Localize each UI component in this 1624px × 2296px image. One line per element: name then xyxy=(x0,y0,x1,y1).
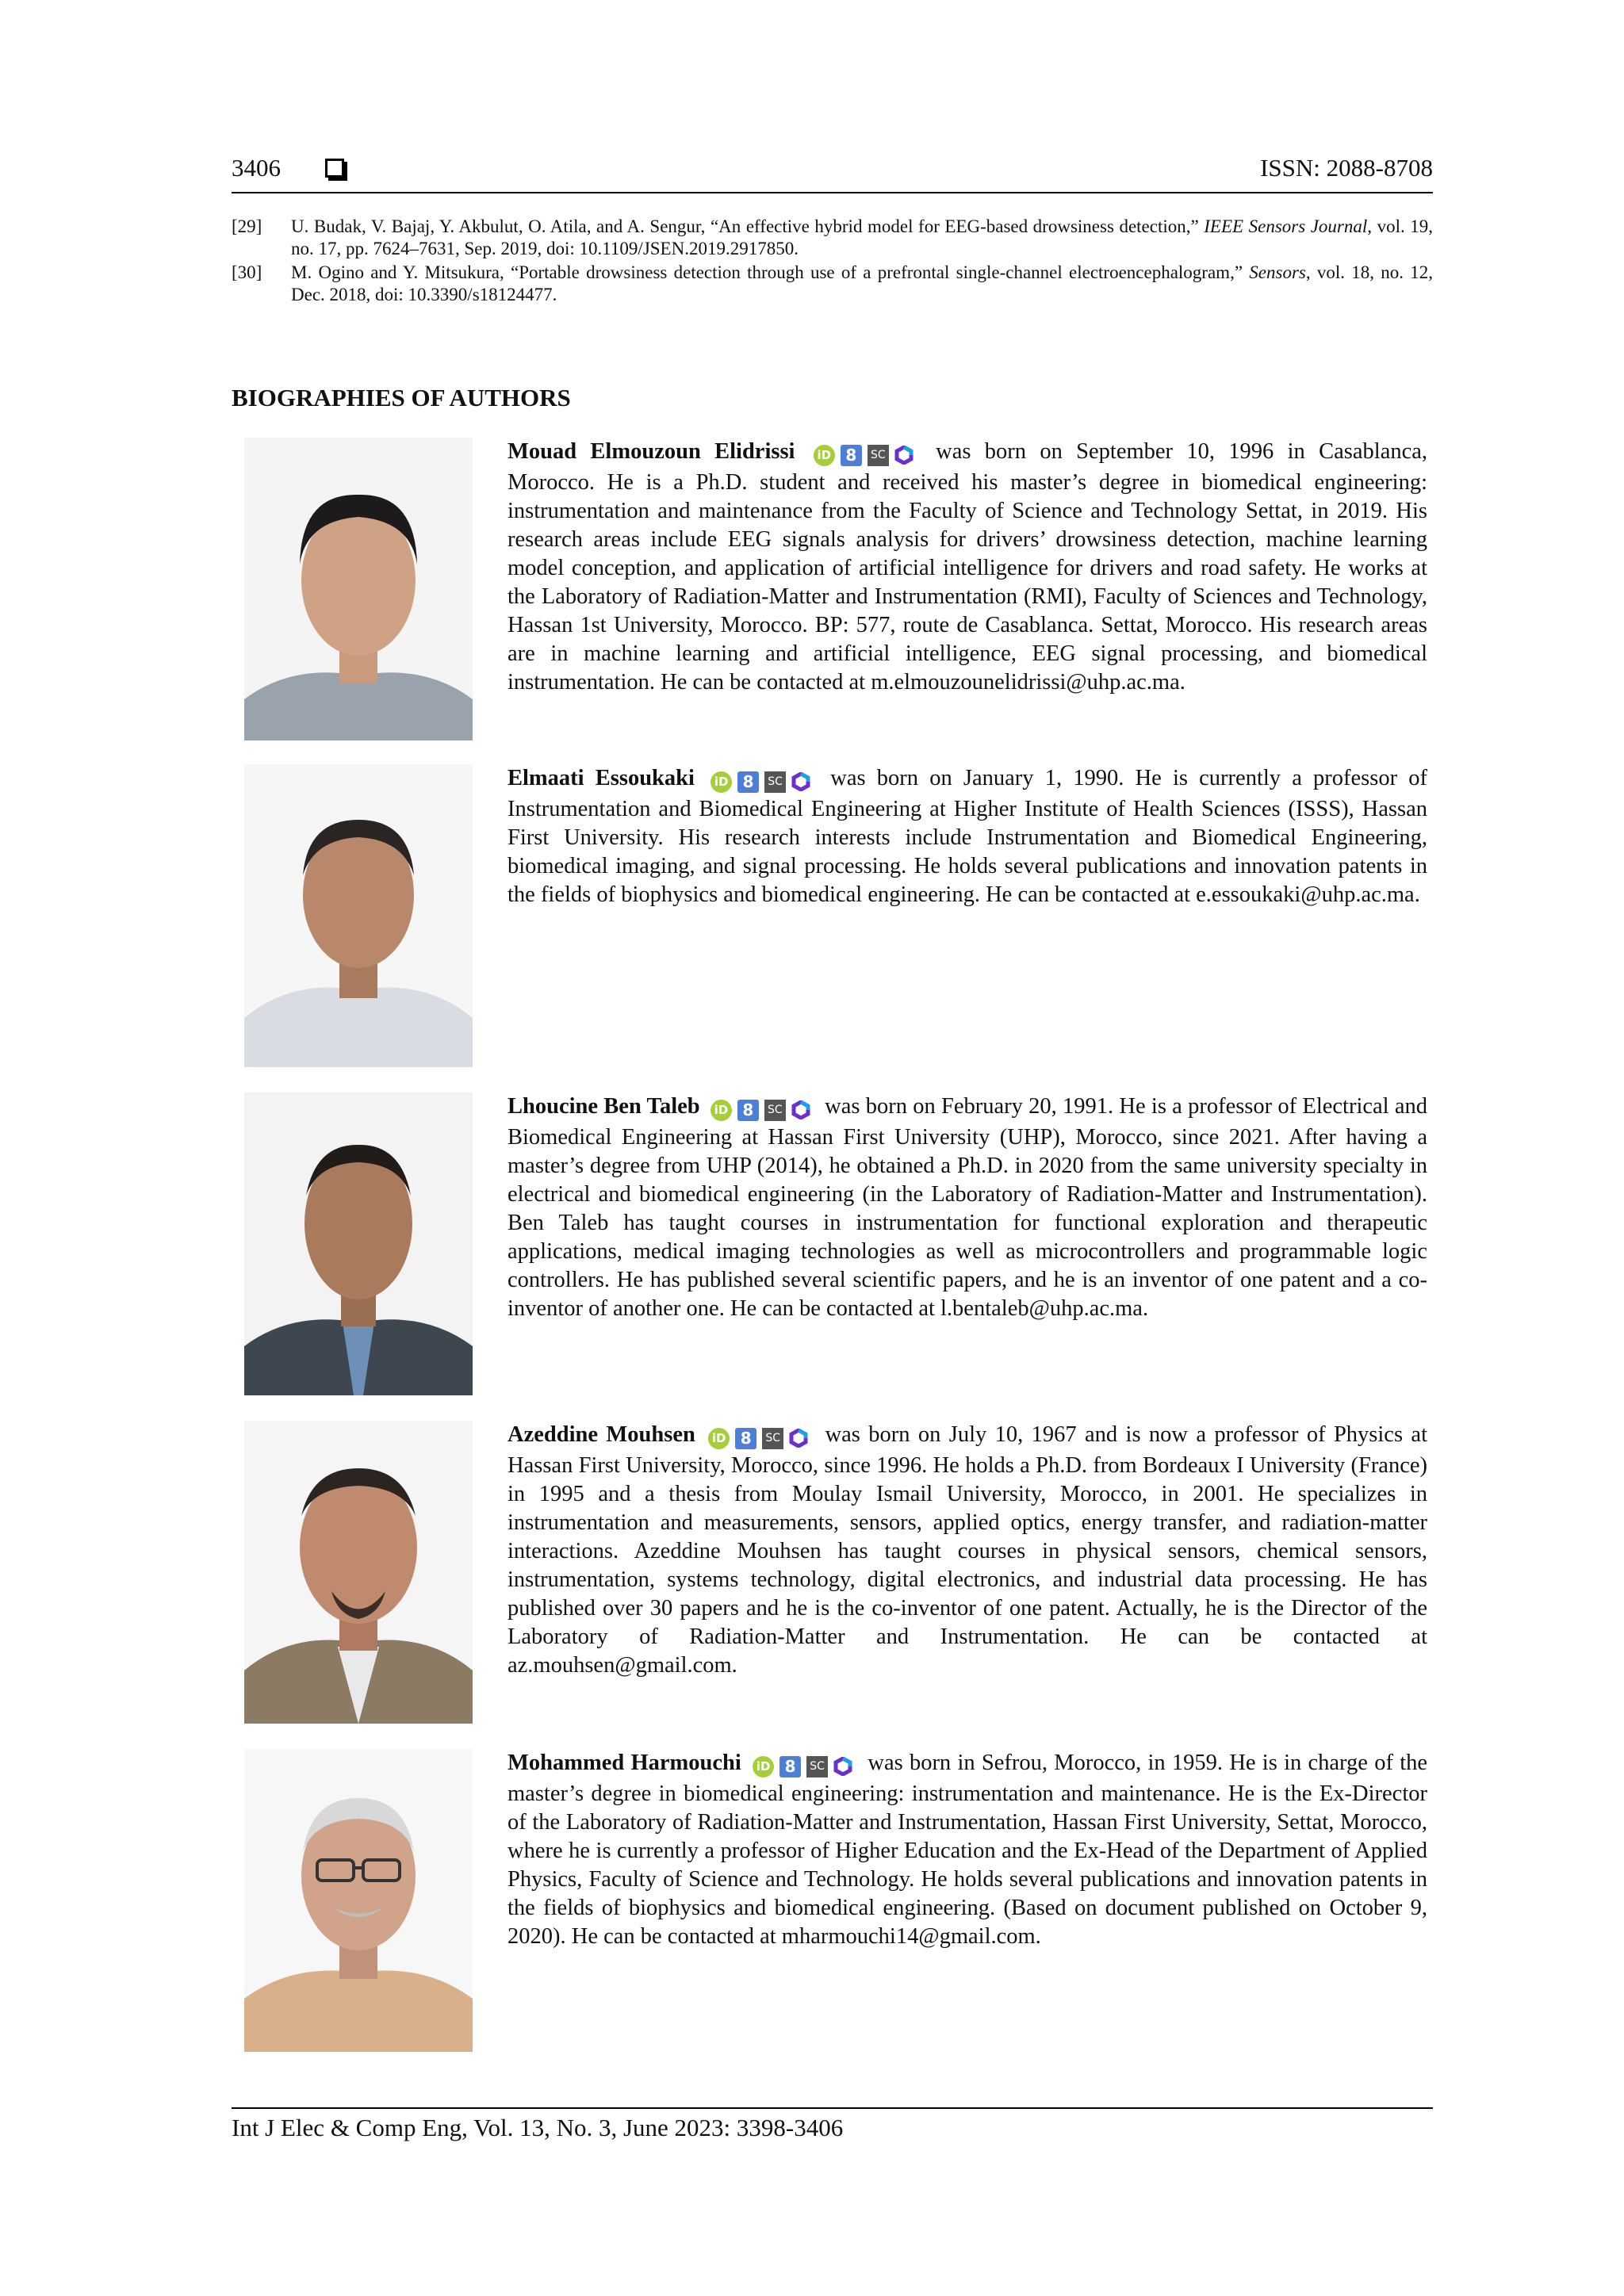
author-name: Mohammed Harmouchi xyxy=(508,1751,741,1775)
author-profile-links xyxy=(753,1751,858,1780)
google-scholar-icon[interactable]: 8 xyxy=(735,1428,756,1449)
reference-text: M. Ogino and Y. Mitsukura, “Portable drowsiness detection through use of a prefrontal single-channel electroencephalogram,” xyxy=(291,262,1250,282)
author-photo xyxy=(244,764,473,1067)
reference-text: U. Budak, V. Bajaj, Y. Akbulut, O. Atila, and A. Sengur, “An effective hybrid model for EEG-based drowsiness detection,” xyxy=(291,216,1205,236)
google-scholar-icon[interactable]: 8 xyxy=(779,1756,801,1777)
author-bio xyxy=(508,764,1427,909)
orcid-icon[interactable]: iD xyxy=(710,1100,732,1121)
square-icon xyxy=(325,159,344,178)
reference-list xyxy=(232,216,1433,308)
orcid-icon[interactable]: iD xyxy=(753,1756,774,1777)
scopus-icon[interactable]: SC xyxy=(764,1100,786,1121)
author-bio-text: was born on January 1, 1990. He is currently a professor of Instrumentation and Biomedical Engineering at Higher Institute of Health Sciences (ISSS), Hassan First University. His research interests include Instrumentation and Biomedical Engineering, biomedical imaging, and signal processing. He holds several publications and innovation patents in the fields of biophysics and biomedical engineering. He can be contacted at e.essoukaki@uhp.ac.ma. xyxy=(508,766,1428,907)
author-bio-text: was born in Sefrou, Morocco, in 1959. He is in charge of the master’s degree in biomedical engineering: instrumentation and maintenance. He is the Ex-Director of the Laboratory of Radiation-Matter and Instrumentation, Hassan First University, Settat, Morocco, where he is currently a professor of Higher Education and the Ex-Head of the Department of Applied Physics, Faculty of Science and Technology. He holds several publications and innovation patents in the fields of biophysics and biomedical engineering. (Based on document published on October 9, 2020). He can be contacted at mharmouchi14@gmail.com. xyxy=(508,1751,1428,1949)
author-photo xyxy=(244,1093,473,1395)
google-scholar-icon[interactable]: 8 xyxy=(737,1100,759,1121)
page-number: 3406 xyxy=(232,154,281,182)
reference-number: [29] xyxy=(232,216,262,236)
scopus-icon[interactable]: SC xyxy=(764,771,786,793)
author-profile-links xyxy=(708,1423,814,1452)
author-bio xyxy=(508,438,1427,697)
reference-item xyxy=(232,216,1433,260)
footer-citation: Int J Elec & Comp Eng, Vol. 13, No. 3, June 2023: 3398-3406 xyxy=(232,2114,844,2141)
author-bio-text: was born on September 10, 1996 in Casablanca, Morocco. He is a Ph.D. student and received his master’s degree in biomedical engineering: instrumentation and maintenance from the Faculty of Science and Technology Settat, in 2019. His research areas include EEG signals analysis for drivers’ drowsiness detection, machine learning model conception, and application of artificial intelligence for drivers and road safety. He works at the Laboratory of Radiation-Matter and Instrumentation (RMI), Faculty of Sciences and Technology, Hassan 1st University, Morocco. BP: 577, route de Casablanca. Settat, Morocco. His research areas are in machine learning and artificial intelligence, EEG signal processing, and biomedical instrumentation. He can be contacted at m.elmouzounelidrissi@uhp.ac.ma. xyxy=(508,439,1428,695)
author-photo xyxy=(244,438,473,740)
author-name: Lhoucine Ben Taleb xyxy=(508,1094,700,1119)
reference-item xyxy=(232,262,1433,306)
author-name: Azeddine Mouhsen xyxy=(508,1422,695,1447)
author-bio xyxy=(508,1093,1427,1323)
reference-journal: Sensors xyxy=(1249,262,1306,282)
reference-number: [30] xyxy=(232,262,262,282)
author-name: Mouad Elmouzoun Elidrissi xyxy=(508,439,795,464)
reference-text-tail: , vol. 19, no. 17, pp. 7624–7631, Sep. 2019, doi: 10.1109/JSEN.2019.2917850. xyxy=(291,216,1433,258)
orcid-icon[interactable]: iD xyxy=(710,771,732,793)
author-bio-text: was born on July 10, 1967 and is now a professor of Physics at Hassan First University, Morocco, since 1996. He holds a Ph.D. from Bordeaux I University (France) in 1995 and a thesis from Moulay Ismail University, Morocco, in 2001. He specializes in instrumentation and measurements, sensors, applied optics, energy transfer, and radiation-matter interactions. Azeddine Mouhsen has taught courses in physical sensors, chemical sensors, instrumentation, systems technology, digital electronics, and industrial data processing. He has published over 30 papers and he is the co-inventor of one patent. Actually, he is the Director of the Laboratory of Radiation-Matter and Instrumentation. He can be contacted at az.mouhsen@gmail.com. xyxy=(508,1422,1427,1678)
scopus-icon[interactable]: SC xyxy=(806,1756,828,1777)
google-scholar-icon[interactable]: 8 xyxy=(841,445,862,466)
running-header xyxy=(232,151,1433,193)
google-scholar-icon[interactable]: 8 xyxy=(737,771,759,793)
author-photo xyxy=(244,1421,473,1724)
web-of-science-icon[interactable] xyxy=(789,1429,808,1448)
web-of-science-icon[interactable] xyxy=(791,1100,810,1119)
author-bio xyxy=(508,1421,1427,1680)
orcid-icon[interactable]: iD xyxy=(814,445,835,466)
reference-journal: IEEE Sensors Journal xyxy=(1204,216,1368,236)
scopus-icon[interactable]: SC xyxy=(762,1428,783,1449)
issn: ISSN: 2088-8708 xyxy=(1260,154,1433,182)
author-profile-links xyxy=(814,440,919,469)
running-footer xyxy=(232,2107,1433,2142)
web-of-science-icon[interactable] xyxy=(894,446,914,465)
reference-text-tail: , vol. 18, no. 12, Dec. 2018, doi: 10.3390/s18124477. xyxy=(291,262,1433,304)
scopus-icon[interactable]: SC xyxy=(868,445,889,466)
author-profile-links xyxy=(710,1095,816,1123)
web-of-science-icon[interactable] xyxy=(833,1757,852,1776)
author-bio-text: was born on February 20, 1991. He is a professor of Electrical and Biomedical Engineering at Hassan First University (UHP), Morocco, since 2021. After having a master’s degree from UHP (2014), he obtained a Ph.D. in 2020 from the same university specialty in electrical and biomedical engineering (in the Laboratory of Radiation-Matter and Instrumentation). Ben Taleb has taught courses in instrumentation for functional exploration and therapeutic applications, medical imaging technologies as well as microcontrollers and programmable logic controllers. He has published several scientific papers, and he is an inventor of one patent and a co-inventor of another one. He can be contacted at l.bentaleb@uhp.ac.ma. xyxy=(508,1094,1427,1321)
web-of-science-icon[interactable] xyxy=(791,772,810,791)
author-profile-links xyxy=(710,767,816,795)
author-name: Elmaati Essoukaki xyxy=(508,766,695,790)
orcid-icon[interactable]: iD xyxy=(708,1428,730,1449)
author-photo xyxy=(244,1749,473,2052)
section-title: BIOGRAPHIES OF AUTHORS xyxy=(232,384,571,411)
author-bio xyxy=(508,1749,1427,1951)
